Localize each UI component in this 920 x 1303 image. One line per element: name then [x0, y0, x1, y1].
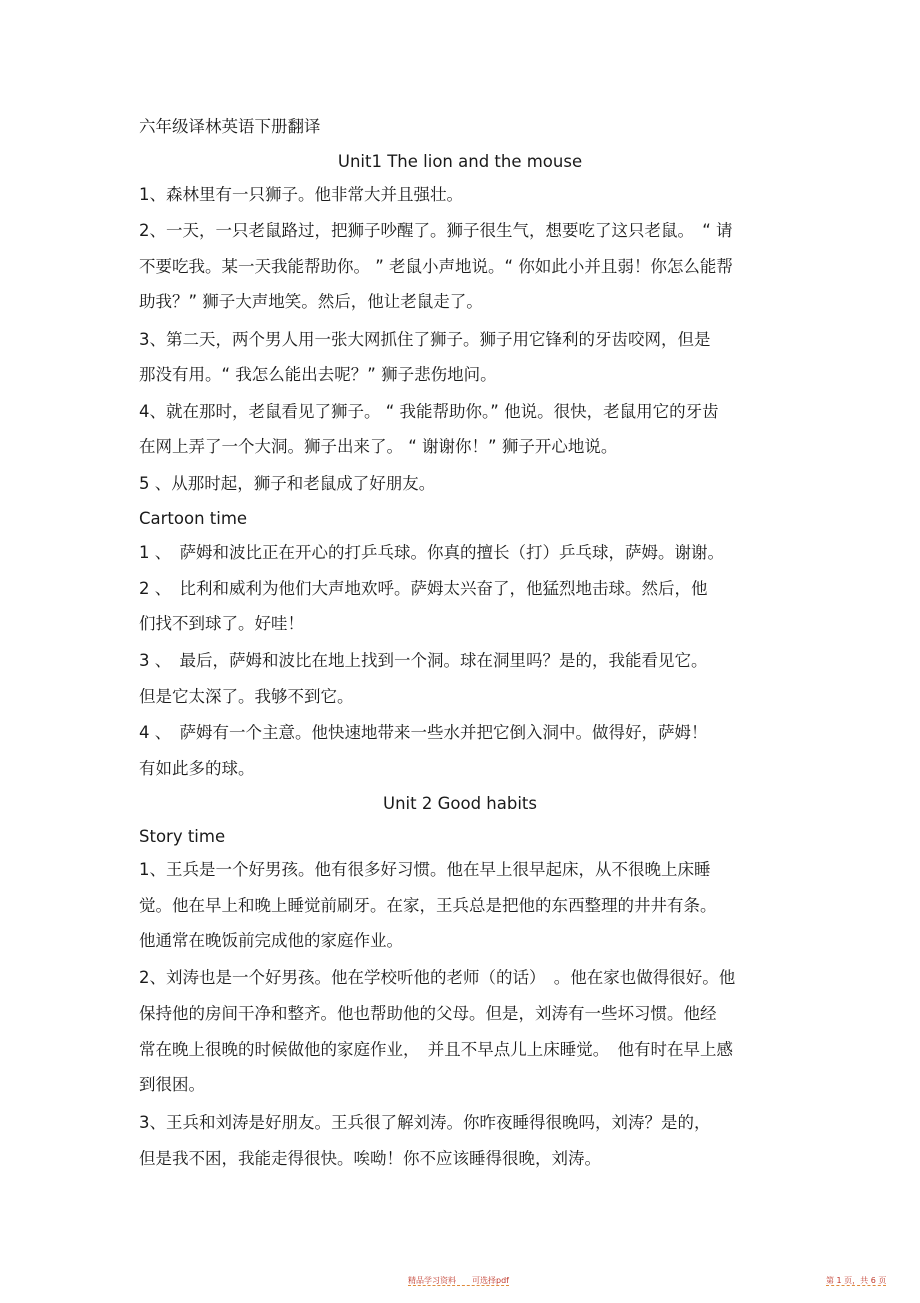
paragraph-line: 3、第二天，两个男人用一张大网抓住了狮子。狮子用它锋利的牙齿咬网，但是	[139, 330, 711, 349]
paragraph-line: 2、一天，一只老鼠路过，把狮子吵醒了。狮子很生气，想要吃了这只老鼠。 “ 请	[139, 221, 733, 240]
paragraph-line: 3、王兵和刘涛是好朋友。王兵很了解刘涛。你昨夜睡得很晚吗，刘涛？是的，	[139, 1113, 711, 1132]
paragraph-line: 但是它太深了。我够不到它。	[139, 687, 354, 706]
paragraph-line: 保持他的房间干净和整齐。他也帮助他的父母。但是，刘涛有一些坏习惯。他经	[139, 1004, 717, 1023]
unit2-heading: Unit 2 Good habits	[383, 794, 537, 813]
footer-page-number	[826, 1275, 886, 1286]
paragraph-line: 3 、 最后，萨姆和波比在地上找到一个洞。球在洞里吗？是的，我能看见它。	[139, 651, 708, 670]
section-heading-cartoon-time: Cartoon time	[139, 509, 248, 528]
paragraph-line: 2、刘涛也是一个好男孩。他在学校听他的老师（的话） 。他在家也做得很好。他	[139, 968, 736, 987]
footer-divider	[408, 1285, 509, 1287]
paragraph-line: 1 、 萨姆和波比正在开心的打乒乓球。你真的擅长（打）乒乓球，萨姆。谢谢。	[139, 543, 724, 562]
paragraph-line: 4 、 萨姆有一个主意。他快速地带来一些水并把它倒入洞中。做得好，萨姆！	[139, 723, 708, 742]
paragraph-line: 们找不到球了。好哇！	[139, 614, 304, 633]
paragraph-line: 那没有用。“ 我怎么能出去呢？” 狮子悲伤地问。	[139, 365, 497, 384]
footer-divider	[826, 1285, 886, 1287]
paragraph-line: 不要吃我。某一天我能帮助你。 ” 老鼠小声地说。“ 你如此小并且弱！你怎么能帮	[139, 257, 733, 276]
unit1-heading: Unit1 The lion and the mouse	[337, 152, 583, 171]
paragraph-line: 觉。他在早上和晚上睡觉前刷牙。在家，王兵总是把他的东西整理的井井有条。	[139, 896, 717, 915]
paragraph-line: 4、就在那时，老鼠看见了狮子。 “ 我能帮助你。” 他说。很快，老鼠用它的牙齿	[139, 402, 719, 421]
footer-watermark	[408, 1275, 509, 1286]
footer-watermark-text: 精品学习资料 可选择pdf	[408, 1276, 509, 1285]
paragraph-line: 常在晚上很晚的时候做他的家庭作业， 并且不早点儿上床睡觉。 他有时在早上感	[139, 1040, 733, 1059]
paragraph-line: 2 、 比利和威利为他们大声地欢呼。萨姆太兴奋了，他猛烈地击球。然后，他	[139, 579, 708, 598]
paragraph-line: 到很困。	[139, 1075, 205, 1094]
paragraph-line: 有如此多的球。	[139, 759, 255, 778]
section-heading-story-time: Story time	[139, 827, 226, 846]
paragraph-line: 5 、从那时起，狮子和老鼠成了好朋友。	[139, 474, 436, 493]
document-title: 六年级译林英语下册翻译	[139, 117, 321, 136]
paragraph-line: 但是我不困，我能走得很快。唉呦！你不应该睡得很晚，刘涛。	[139, 1149, 601, 1168]
paragraph-line: 1、王兵是一个好男孩。他有很多好习惯。他在早上很早起床，从不很晚上床睡	[139, 860, 711, 879]
paragraph-line: 在网上弄了一个大洞。狮子出来了。 “ 谢谢你！” 狮子开心地说。	[139, 437, 618, 456]
paragraph-line: 1、森林里有一只狮子。他非常大并且强壮。	[139, 185, 463, 204]
paragraph-line: 他通常在晚饭前完成他的家庭作业。	[139, 931, 403, 950]
footer-page-number-text: 第 1 页，共 6 页	[826, 1276, 887, 1285]
paragraph-line: 助我？” 狮子大声地笑。然后，他让老鼠走了。	[139, 292, 483, 311]
